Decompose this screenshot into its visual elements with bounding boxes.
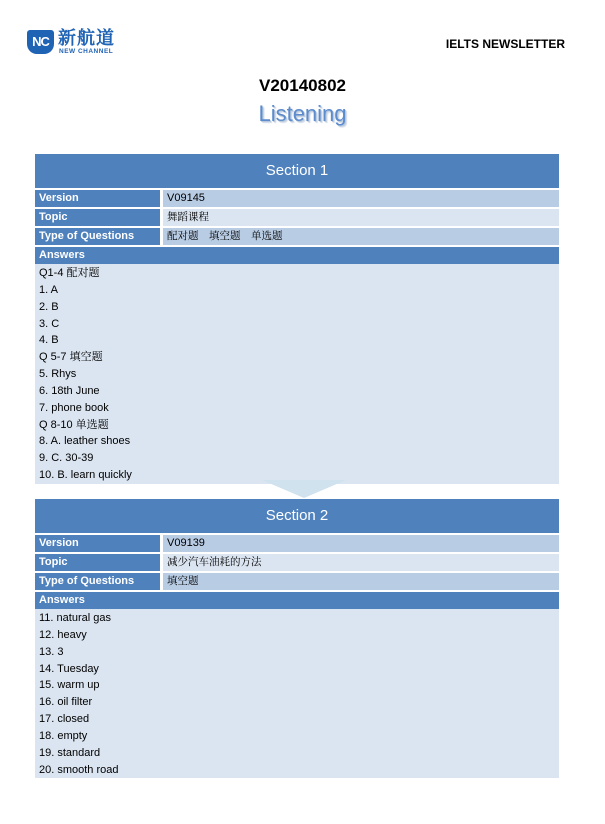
- type-value: 填空题: [163, 573, 559, 590]
- answer-item: 12. heavy: [39, 628, 87, 641]
- answer-item: Q 8-10 单选题: [39, 418, 109, 431]
- topic-value: 舞蹈课程: [163, 209, 559, 226]
- answer-item: 7. phone book: [39, 401, 109, 414]
- answer-item: 9. C. 30-39: [39, 452, 94, 465]
- type-value: 配对题 填空题 单选题: [163, 228, 559, 245]
- type-label: Type of Questions: [35, 573, 160, 590]
- section-divider-arrow-icon: [262, 480, 346, 498]
- type-row: [35, 573, 559, 590]
- answer-item: 8. A. leather shoes: [39, 435, 131, 448]
- version-label: Version: [35, 535, 160, 552]
- answer-item: 6. 18th June: [39, 384, 100, 397]
- topic-value: 减少汽车油耗的方法: [163, 554, 559, 571]
- version-row: [35, 535, 559, 552]
- section-title: Section 1: [35, 154, 559, 188]
- logo-badge-icon: NC: [27, 30, 54, 54]
- answer-item: 16. oil filter: [39, 696, 93, 709]
- answer-item: 3. C: [39, 317, 60, 330]
- answer-item: 13. 3: [39, 645, 64, 658]
- answers-label: Answers: [35, 592, 559, 609]
- answer-item: 19. standard: [39, 746, 101, 759]
- logo-en-text: NEW CHANNEL: [59, 48, 114, 55]
- newsletter-label: IELTS NEWSLETTER: [445, 37, 565, 51]
- answer-item: Q 5-7 填空题: [39, 351, 103, 364]
- logo-cn-text: 新航道: [58, 28, 115, 49]
- type-row: [35, 228, 559, 245]
- answer-item: 11. natural gas: [39, 612, 111, 624]
- version-value: V09139: [163, 535, 559, 552]
- answer-item: 2. B: [39, 300, 59, 313]
- answer-item: 4. B: [39, 334, 59, 347]
- answer-item: 5. Rhys: [39, 368, 77, 381]
- answer-item: 1. A: [39, 283, 58, 296]
- answer-item: 20. smooth road: [39, 763, 119, 776]
- version-row: [35, 190, 559, 207]
- section-title: Section 2: [35, 499, 559, 533]
- topic-row: [35, 554, 559, 571]
- answer-item: Q1-4 配对题: [39, 267, 100, 279]
- answers-label: Answers: [35, 247, 559, 264]
- answer-item: 18. empty: [39, 729, 88, 742]
- version-label: Version: [35, 190, 160, 207]
- answer-item: 17. closed: [39, 713, 90, 726]
- answers-list: [35, 264, 559, 484]
- section-1: [35, 154, 559, 484]
- answers-list: [35, 609, 559, 778]
- type-label: Type of Questions: [35, 228, 160, 245]
- section-2: [35, 499, 559, 778]
- answer-item: 10. B. learn quickly: [39, 469, 132, 482]
- topic-row: [35, 209, 559, 226]
- logo: [27, 29, 127, 59]
- answer-item: 15. warm up: [39, 679, 100, 692]
- answer-item: 14. Tuesday: [39, 662, 99, 675]
- topic-label: Topic: [35, 554, 160, 571]
- version-value: V09145: [163, 190, 559, 207]
- document-code: V20140802: [259, 76, 346, 95]
- topic-label: Topic: [35, 209, 160, 226]
- document-subject: Listening: [258, 101, 347, 126]
- page-header: [0, 0, 605, 70]
